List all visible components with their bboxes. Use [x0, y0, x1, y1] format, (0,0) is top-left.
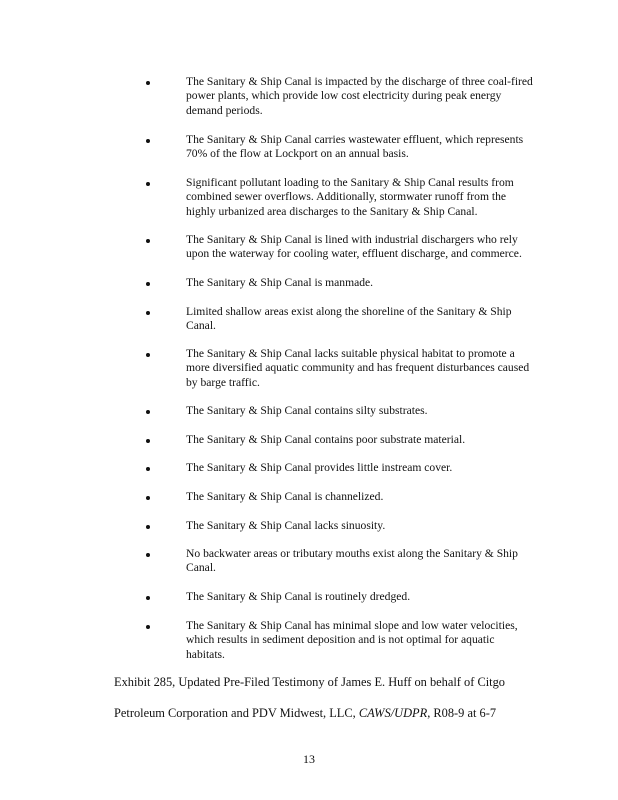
- bullet-icon: [146, 239, 150, 243]
- bullet-text: The Sanitary & Ship Canal is lined with industrial dischargers who rely upon the waterway for cooling water, effluent discharge, and commerce.: [186, 233, 522, 261]
- bullet-text: The Sanitary & Ship Canal carries wastewater effluent, which represents 70% of the flow at Lockport on an annual basis.: [186, 133, 524, 161]
- bullet-icon: [146, 81, 150, 85]
- bullet-icon: [146, 596, 150, 600]
- bullet-text: Limited shallow areas exist along the shoreline of the Sanitary & Ship Canal.: [186, 305, 512, 333]
- bullet-text: The Sanitary & Ship Canal is routinely dredged.: [186, 590, 411, 603]
- citation-prefix: Petroleum Corporation and PDV Midwest, LLC,: [114, 706, 359, 720]
- bullet-text: The Sanitary & Ship Canal is channelized.: [186, 490, 384, 503]
- bullet-icon: [146, 439, 150, 443]
- bullet-text: The Sanitary & Ship Canal contains silty substrates.: [186, 404, 428, 417]
- citation-suffix: , R08-9 at 6-7: [427, 706, 497, 720]
- bullet-icon: [146, 410, 150, 414]
- bullet-icon: [146, 467, 150, 471]
- bullet-text: The Sanitary & Ship Canal is manmade.: [186, 276, 374, 289]
- bullet-icon: [146, 311, 150, 315]
- bullet-icon: [146, 139, 150, 143]
- bullet-text: No backwater areas or tributary mouths exist along the Sanitary & Ship Canal.: [186, 547, 518, 575]
- bullet-text: The Sanitary & Ship Canal lacks sinuosity.: [186, 519, 386, 532]
- citation-line-1: Exhibit 285, Updated Pre-Filed Testimony of James E. Huff on behalf of Citgo: [114, 675, 505, 689]
- page-number: 13: [303, 752, 315, 766]
- bullet-text: The Sanitary & Ship Canal has minimal slope and low water velocities, which results in sediment deposition and is not optimal for aquatic habitats.: [186, 619, 518, 661]
- bullet-icon: [146, 282, 150, 286]
- bullet-text: The Sanitary & Ship Canal lacks suitable physical habitat to promote a more diversified aquatic community and has frequent disturbances caused by barge traffic.: [186, 347, 530, 389]
- bullet-text: The Sanitary & Ship Canal provides little instream cover.: [186, 461, 453, 474]
- bullet-icon: [146, 553, 150, 557]
- citation-line-2: [114, 706, 534, 721]
- bullet-icon: [146, 182, 150, 186]
- bullet-text: The Sanitary & Ship Canal is impacted by the discharge of three coal-fired power plants, which provide low cost electricity during peak energy demand periods.: [186, 75, 533, 117]
- bullet-icon: [146, 525, 150, 529]
- bullet-icon: [146, 353, 150, 357]
- bullet-text: The Sanitary & Ship Canal contains poor substrate material.: [186, 433, 466, 446]
- citation-docket-italic: CAWS/UDPR: [358, 706, 428, 720]
- bullet-icon: [146, 625, 150, 629]
- bullet-icon: [146, 496, 150, 500]
- bullet-text: Significant pollutant loading to the Sanitary & Ship Canal results from combined sewer overflows. Additionally, stormwater runoff from the highly urbanized area discharges to the Sanitary & Ship Canal.: [186, 176, 514, 218]
